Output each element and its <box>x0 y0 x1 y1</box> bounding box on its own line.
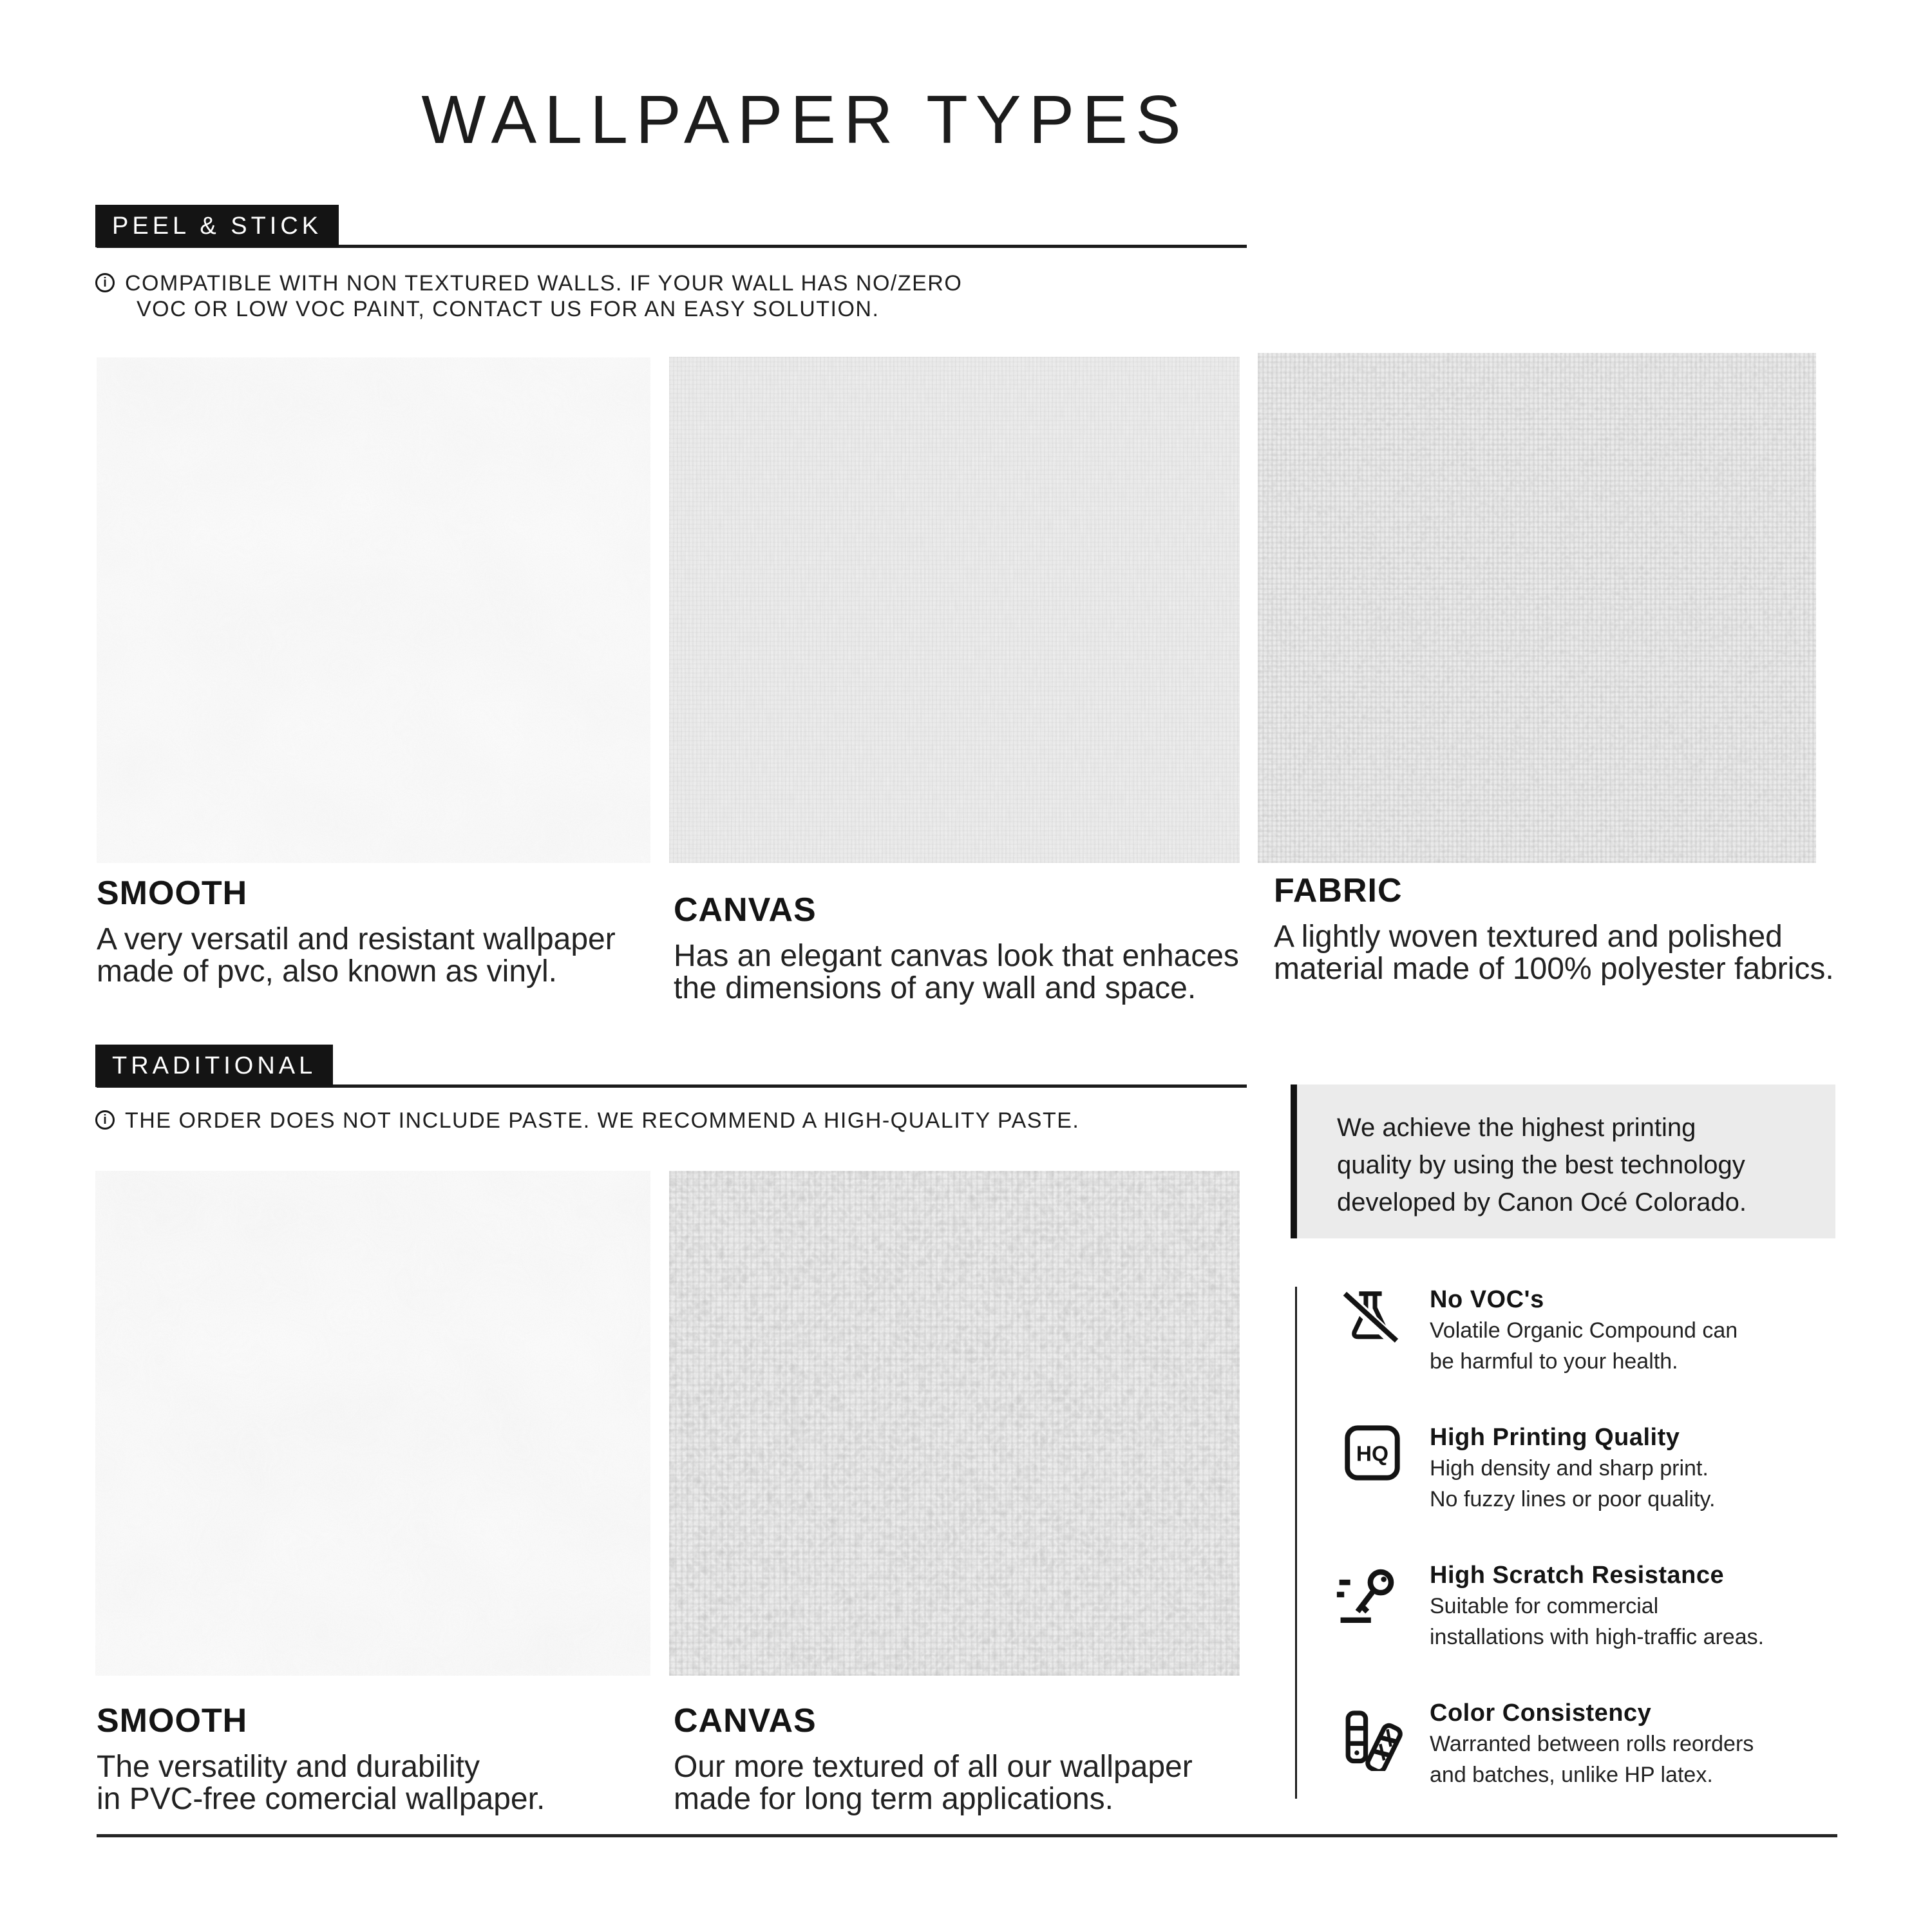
swatch-description <box>674 940 1239 1005</box>
smooth-texture <box>95 1171 650 1676</box>
caption-traditional-smooth <box>97 1703 545 1815</box>
fabric-texture <box>1258 353 1816 863</box>
swatch-title: CANVAS <box>674 1702 817 1739</box>
feature-title: High Scratch Resistance <box>1430 1562 1725 1589</box>
peel-stick-info-note <box>95 270 962 322</box>
traditional-section-label: TRADITIONAL <box>95 1045 333 1087</box>
footer-rule <box>97 1834 1837 1837</box>
desc-line: Warranted between rolls reorders <box>1430 1732 1754 1756</box>
desc-line: Suitable for commercial <box>1430 1594 1659 1618</box>
swatch-description <box>97 1751 545 1815</box>
scratch-key-icon <box>1336 1564 1403 1625</box>
traditional-info-note <box>95 1108 1079 1133</box>
feature-title: No VOC's <box>1430 1286 1544 1313</box>
note-line: quality by using the best technology <box>1337 1151 1745 1179</box>
desc-line: the dimensions of any wall and space. <box>674 971 1197 1005</box>
desc-line: be harmful to your health. <box>1430 1349 1678 1374</box>
desc-line: The versatility and durability <box>97 1750 480 1784</box>
traditional-info-text <box>125 1108 1079 1133</box>
info-line: THE ORDER DOES NOT INCLUDE PASTE. WE RECOMMEND A HIGH-QUALITY PASTE. <box>125 1108 1080 1133</box>
swatch-title: SMOOTH <box>97 875 248 912</box>
feature-description <box>1430 1315 1893 1377</box>
swatch-image-traditional-canvas <box>669 1171 1240 1676</box>
caption-traditional-canvas <box>674 1703 1193 1815</box>
feature-description <box>1430 1453 1893 1515</box>
desc-line: made for long term applications. <box>674 1782 1114 1816</box>
swatch-image-traditional-smooth <box>95 1171 650 1676</box>
swatch-title: FABRIC <box>1274 872 1403 909</box>
peel-stick-section-label: PEEL & STICK <box>95 205 339 247</box>
caption-peel-stick-smooth <box>97 876 616 988</box>
desc-line: and batches, unlike HP latex. <box>1430 1763 1713 1787</box>
swatch-description <box>1274 921 1834 985</box>
info-line: VOC OR LOW VOC PAINT, CONTACT US FOR AN EASY SOLUTION. <box>137 297 880 321</box>
color-swatches-icon <box>1343 1707 1408 1771</box>
desc-line: A very versatil and resistant wallpaper <box>97 922 616 956</box>
desc-line: A lightly woven textured and polished <box>1274 920 1783 954</box>
swatch-image-peel-stick-smooth <box>97 357 650 863</box>
printing-quality-note <box>1291 1084 1835 1238</box>
desc-line: Has an elegant canvas look that enhaces <box>674 939 1239 973</box>
info-circle-icon: i <box>95 1110 115 1130</box>
desc-line: Volatile Organic Compound can <box>1430 1318 1738 1343</box>
rough-canvas-texture <box>669 1171 1240 1676</box>
feature-color-consistency <box>1430 1699 1893 1790</box>
feature-description <box>1430 1728 1893 1790</box>
peel-stick-info-text <box>125 270 962 322</box>
caption-peel-stick-canvas <box>674 893 1239 1005</box>
hq-badge-icon <box>1344 1425 1401 1481</box>
feature-description <box>1430 1591 1893 1653</box>
page-title: WALLPAPER TYPES <box>421 82 1189 158</box>
info-line: COMPATIBLE WITH NON TEXTURED WALLS. IF YOUR WALL HAS NO/ZERO <box>125 271 963 296</box>
feature-title: Color Consistency <box>1430 1700 1652 1727</box>
canvas-texture <box>669 357 1240 863</box>
feature-high-printing-quality <box>1430 1423 1893 1515</box>
features-divider-line <box>1295 1287 1297 1799</box>
desc-line: material made of 100% polyester fabrics. <box>1274 952 1834 986</box>
caption-peel-stick-fabric <box>1274 873 1834 985</box>
swatch-image-peel-stick-canvas <box>669 357 1240 863</box>
swatch-title: CANVAS <box>674 891 817 929</box>
feature-no-vocs <box>1430 1285 1893 1377</box>
swatch-image-peel-stick-fabric <box>1258 353 1816 863</box>
feature-high-scratch-resistance <box>1430 1561 1893 1653</box>
no-voc-flask-icon <box>1342 1288 1399 1345</box>
desc-line: High density and sharp print. <box>1430 1456 1709 1481</box>
swatch-title: SMOOTH <box>97 1702 248 1739</box>
feature-title: High Printing Quality <box>1430 1424 1680 1451</box>
desc-line: installations with high-traffic areas. <box>1430 1625 1765 1649</box>
note-line: We achieve the highest printing <box>1337 1113 1696 1142</box>
desc-line: made of pvc, also known as vinyl. <box>97 954 558 989</box>
smooth-texture <box>97 357 650 863</box>
info-circle-icon: i <box>95 273 115 292</box>
desc-line: No fuzzy lines or poor quality. <box>1430 1487 1716 1511</box>
swatch-description <box>674 1751 1193 1815</box>
swatch-description <box>97 923 616 988</box>
note-line: developed by Canon Océ Colorado. <box>1337 1188 1747 1217</box>
hq-badge-text: HQ <box>1356 1442 1389 1466</box>
desc-line: in PVC-free comercial wallpaper. <box>97 1782 545 1816</box>
desc-line: Our more textured of all our wallpaper <box>674 1750 1193 1784</box>
